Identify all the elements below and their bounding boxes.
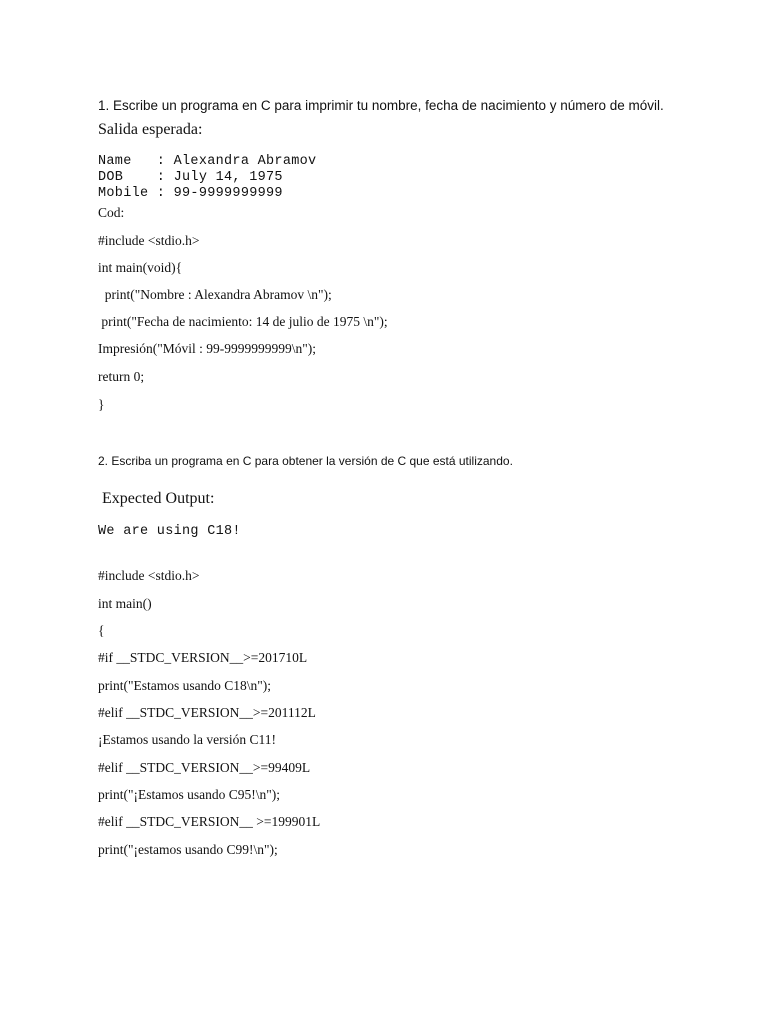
expected-output-heading-2: Expected Output:: [98, 490, 215, 507]
code-line: #include <stdio.h>: [98, 233, 200, 248]
code-line: print("¡estamos usando C99!\n");: [98, 842, 278, 857]
code-line: print("Nombre : Alexandra Abramov \n");: [98, 287, 332, 302]
code-line: #elif __STDC_VERSION__>=99409L: [98, 760, 311, 775]
code-line: #elif __STDC_VERSION__ >=199901L: [98, 814, 321, 829]
expected-output-line: Name : Alexandra Abramov: [98, 154, 317, 169]
code-line: print("Fecha de nacimiento: 14 de julio de 1975 \n");: [98, 314, 388, 329]
question-1: 1. Escribe un programa en C para imprimir tu nombre, fecha de nacimiento y número de móvil.: [98, 98, 664, 113]
question-2: 2. Escriba un programa en C para obtener la versión de C que está utilizando.: [98, 454, 513, 468]
expected-output-line: Mobile : 99-9999999999: [98, 186, 283, 201]
code-line: int main(): [98, 596, 152, 611]
code-line: {: [98, 623, 105, 638]
code-line: print("¡Estamos usando C95!\n");: [98, 787, 280, 802]
code-line: int main(void){: [98, 260, 183, 275]
code-line: Impresión("Móvil : 99-9999999999\n");: [98, 341, 317, 356]
code-line: return 0;: [98, 369, 145, 384]
code-line: ¡Estamos usando la versión C11!: [98, 732, 276, 747]
expected-output-line: We are using C18!: [98, 524, 241, 539]
expected-output-heading-1: Salida esperada:: [98, 121, 203, 138]
code-line: #if __STDC_VERSION__>=201710L: [98, 650, 308, 665]
code-label: Cod:: [98, 205, 125, 220]
expected-output-line: DOB : July 14, 1975: [98, 170, 283, 185]
code-line: #include <stdio.h>: [98, 568, 200, 583]
code-line: print("Estamos usando C18\n");: [98, 678, 272, 693]
code-line: #elif __STDC_VERSION__>=201112L: [98, 705, 316, 720]
code-line: }: [98, 397, 105, 412]
